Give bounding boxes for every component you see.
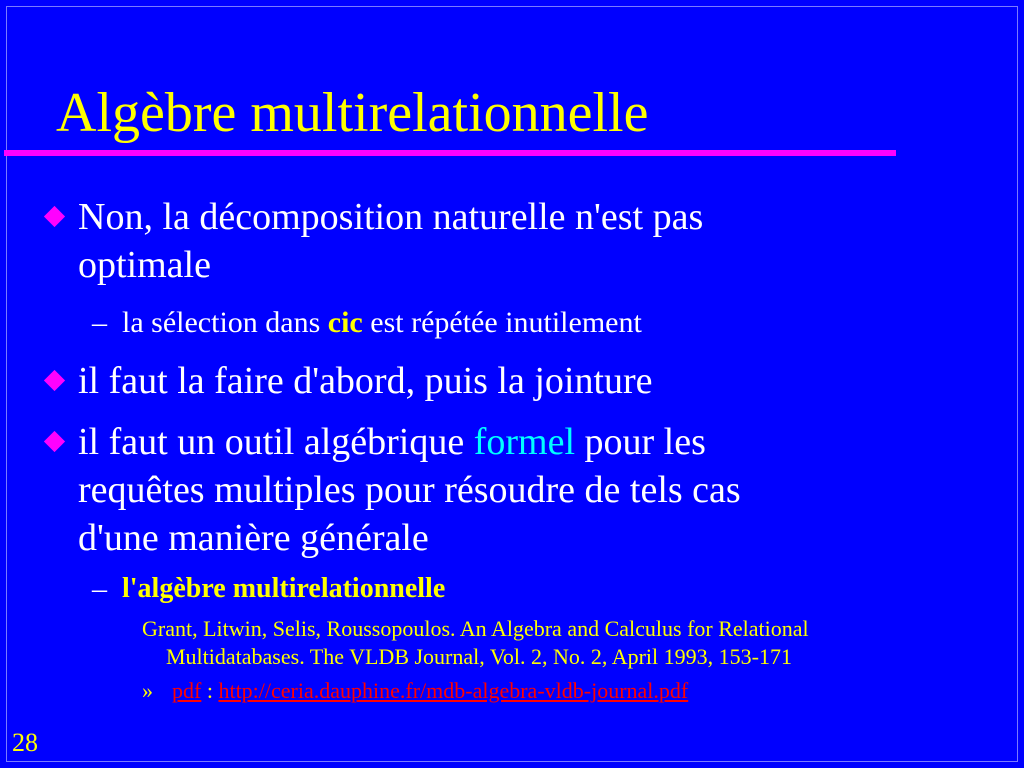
reference-line-2: Multidatabases. The VLDB Journal, Vol. 2, No. 2, April 1993, 153-171 (166, 644, 792, 669)
bullet-3-line-1 (78, 418, 706, 466)
bullet-2: il faut la faire d'abord, puis la jointure (78, 360, 653, 402)
sub-bullet-2: l'algèbre multirelationnelle (122, 573, 446, 604)
bullet-3-line-3: d'une manière générale (78, 517, 429, 559)
reference-link-line (142, 676, 688, 706)
dash-bullet: – (92, 306, 107, 339)
sub-bullet-1-suffix: est répétée inutilement (362, 306, 642, 339)
title-underline-rule (4, 150, 896, 156)
page-number: 28 (12, 728, 38, 757)
bullet-1-line-2: optimale (78, 244, 211, 286)
slide-title: Algèbre multirelationnelle (56, 82, 649, 144)
link-separator: : (201, 678, 219, 703)
url-link[interactable]: http://ceria.dauphine.fr/mdb-algebra-vldb-journal.pdf (218, 678, 689, 703)
bullet-3-line-2: requêtes multiples pour résoudre de tels cas (78, 469, 741, 511)
pdf-link[interactable]: pdf (172, 678, 202, 703)
dash-bullet: – (92, 572, 107, 605)
highlight-cic: cic (327, 306, 363, 339)
bullet-1-line-1: Non, la décomposition naturelle n'est pas (78, 196, 704, 238)
sub-bullet-1-prefix: la sélection dans (122, 306, 328, 339)
reference-line-1: Grant, Litwin, Selis, Roussopoulos. An Algebra and Calculus for Relational (142, 616, 809, 641)
raquo-marker: » (142, 678, 153, 703)
sub-bullet-1 (122, 304, 642, 342)
bullet-3-prefix: il faut un outil algébrique (78, 421, 474, 463)
highlight-formel: formel (473, 421, 576, 463)
bullet-3-suffix: pour les (575, 421, 706, 463)
